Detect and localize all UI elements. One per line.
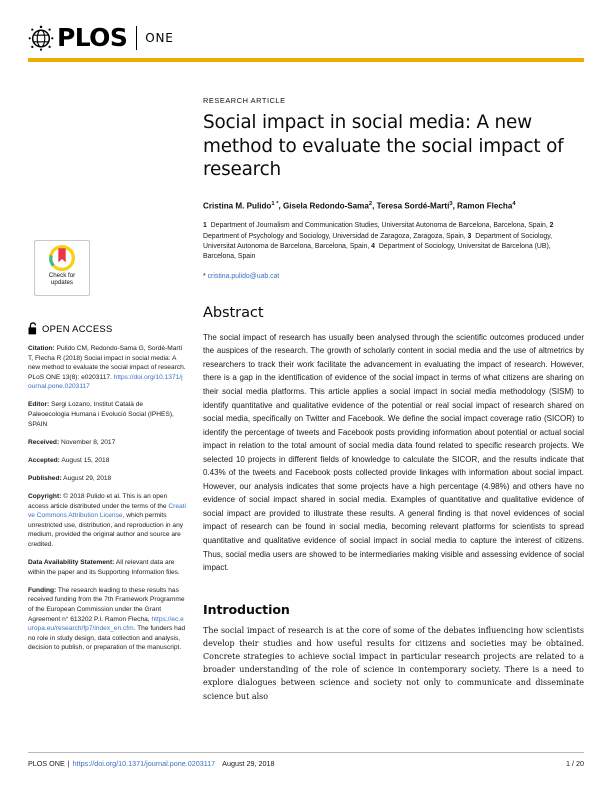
introduction-section — [203, 602, 584, 703]
copyright-label: Copyright: — [28, 493, 62, 501]
abstract-text: The social impact of research has usually been analysed through the scientific outcomes produced under the auspices of the research. The growth of scholarly content in social media and the use of altmetrics by researchers to track their work facilitate the advancement in evaluating the impact of research. However, there is a gap in the identification of evidence of the social impact in terms of what citizens are sharing on their social media platforms. This article applies a social impact in social media methodology (SISM) to identify quantitative and qualitative evidence of the potential or real social impact of research shared on social media, specifically on Twitter and Facebook. We define the social impact coverage ratio (SICOR) to identify the percentage of tweets and Facebook posts providing information about potential or actual social impact in relation to the total amount of social media data found related to specific research projects. We selected 10 projects in different fields of knowledge to calculate the SICOR, and the results indicate that 0.43% of the tweets and Facebook posts collected provide linkages with information about social impact. However, our analysis indicates that some projects have a high percentage (4.98%) and others have no evidence of social impact shared in social media. Examples of quantitative and qualitative evidence of social impact are provided to illustrate these results. A general finding is that novel evidences of social impact of research can be found in social media, becoming relevant platforms for scientists to spread quantitative and qualitative evidence of social impact in social media to capture the interest of citizens. Thus, social media users are showed to be intermediaries making visible and assessing evidence of social impact. — [203, 332, 584, 573]
accepted-date: August 15, 2018 — [59, 456, 110, 464]
footer-left — [28, 759, 278, 768]
accepted-block — [28, 456, 186, 466]
article-type-kicker: RESEARCH ARTICLE — [203, 96, 286, 105]
page-title: Social impact in social media: A new method to evaluate the social impact of research — [203, 112, 564, 180]
introduction-text: The social impact of research is at the core of some of the debates influencing how scientists develop their studies and how useful results for citizens and societies may be obtained. Concrete strategies to achieve social impact in particular research projects are related to a broader understanding of the role of science in contemporary society. There is a need to explore dialogues between science and society not only to communicate and disseminate science but also — [203, 625, 584, 701]
corresponding-star: * — [203, 272, 206, 280]
funding-block — [28, 586, 186, 653]
open-access-badge — [28, 322, 186, 335]
received-label: Received: — [28, 438, 60, 446]
author-list: Cristina M. Pulido$^1$ *, Gisela Redondo-Sama$^2$, Teresa Sordé-Martí$^3$, Ramon Flecha$^4$ — [203, 200, 516, 211]
funding-label: Funding: — [28, 586, 57, 594]
editor-block — [28, 400, 186, 429]
data-availability-label: Data Availability Statement: — [28, 559, 115, 567]
masthead — [28, 22, 584, 68]
plos-globe-icon — [28, 25, 54, 51]
received-date: November 8, 2017 — [59, 438, 116, 446]
accepted-label: Accepted: — [28, 456, 60, 464]
brand-wordmark: PLOS — [57, 23, 128, 52]
corresponding-email[interactable]: cristina.pulido@uab.cat — [207, 272, 280, 280]
footer-date: August 29, 2018 — [222, 759, 275, 768]
citation-doi-link[interactable]: https://doi.org/10.1371/journal.pone.0203117 — [28, 373, 183, 391]
data-availability-text: All relevant data are within the paper and its Supporting Information files. — [28, 559, 180, 576]
published-label: Published: — [28, 474, 62, 482]
citation-text: Pulido CM, Redondo-Sama G, Sordé-Martí T, Flecha R (2018) Social impact in social media: A new method to evaluate the social impact of research. PLoS ONE 13(8): e0203117. — [28, 345, 186, 381]
published-block — [28, 474, 186, 484]
footer-page-number: 1 / 20 — [566, 759, 584, 768]
citation-block — [28, 344, 186, 392]
license-link[interactable]: Creative Commons Attribution License — [28, 502, 186, 520]
introduction-heading: Introduction — [203, 601, 290, 617]
editor-label: Editor: — [28, 401, 50, 409]
data-availability-block — [28, 558, 186, 577]
article-body — [203, 96, 584, 703]
funding-link[interactable]: https://ec.europa.eu/research/fp7/index_en.cfm — [28, 615, 184, 633]
open-lock-icon — [28, 322, 38, 335]
logo-divider — [136, 26, 137, 50]
funding-text-before: The research leading to these results has received funding from the 7th Framework Programme of the European Commission under the Grant Agreement n° 613202 P.I. Ramon Flecha, — [28, 586, 185, 623]
footer-journal: PLOS ONE — [28, 759, 65, 768]
crossmark-line2: updates — [50, 279, 73, 287]
footer-separator: | — [67, 759, 70, 768]
footer-divider — [28, 752, 584, 753]
copyright-block — [28, 492, 186, 550]
open-access-label: OPEN ACCESS — [42, 323, 113, 334]
published-date: August 29, 2018 — [61, 474, 112, 482]
corresponding-author — [203, 272, 584, 282]
received-block — [28, 438, 186, 448]
abstract-heading: Abstract — [203, 303, 264, 321]
affiliation-list: 1 Department of Journalism and Communication Studies, Universitat Autonoma de Barcelona, Barcelona, Spain, 2 Department of Psychology and Sociology, Universidad de Zaragoza, Zaragoza, Spain, 3 Department of Sociology, Universitat Autonoma de Barcelona, Barcelona, Spain, 4 Department of Sociology, Universitat de Barcelona (UB), Barcelona, Spain — [203, 222, 556, 261]
copyright-text-before: © 2018 Pulido et al. This is an open access article distributed under the terms of the — [28, 493, 169, 510]
crossmark-label — [49, 272, 75, 287]
footer-doi-link[interactable]: https://doi.org/10.1371/journal.pone.0203117 — [72, 759, 216, 768]
copyright-text-after: , which permits unrestricted use, distribution, and reproduction in any medium, provided the original author and source are credited. — [28, 512, 184, 548]
plos-one-logo — [28, 22, 584, 54]
editor-text: Sergi Lozano, Institut Català de Paleoecologia Humana i Evolució Social (IPHES), SPAIN — [28, 401, 174, 428]
crossmark-badge-icon — [49, 245, 75, 271]
funding-text-after: . The funders had no role in study design, data collection and analysis, decision to publish, or preparation of the manuscript. — [28, 625, 186, 652]
crossmark-badge[interactable] — [34, 240, 90, 296]
citation-label: Citation: — [28, 345, 55, 352]
masthead-rule — [28, 58, 584, 62]
sidebar — [28, 240, 186, 661]
journal-name: ONE — [145, 31, 174, 45]
page-footer — [28, 759, 584, 768]
crossmark-line1: Check for — [48, 272, 76, 279]
